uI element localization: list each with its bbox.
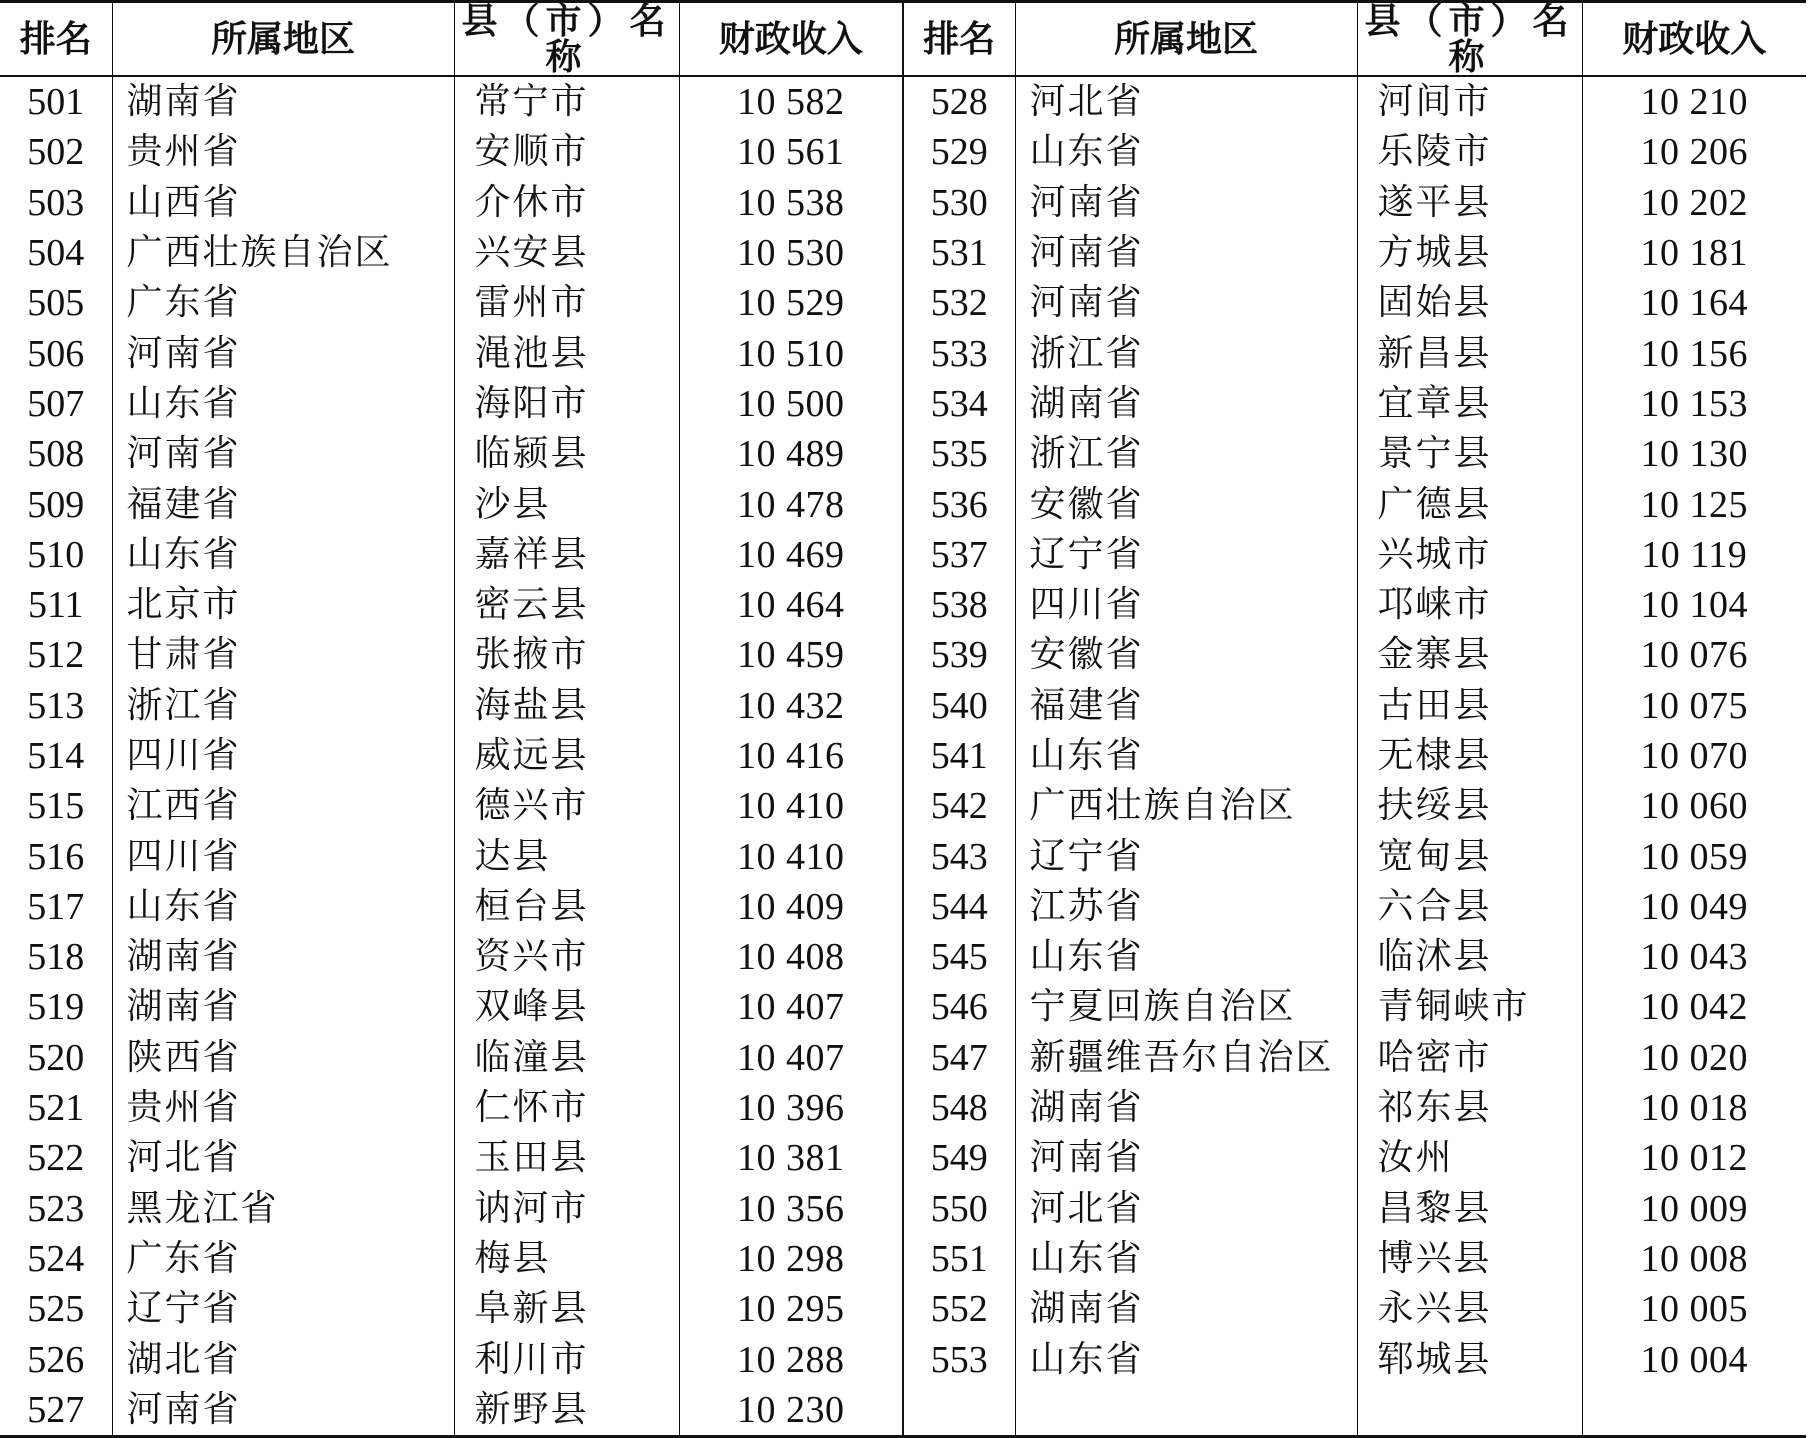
left-rank-cell: 514 [27, 735, 85, 777]
right-county-cell: 扶绥县 [1357, 781, 1582, 831]
left-county-cell: 桓台县 [454, 882, 679, 932]
right-region-cell: 湖南省 [1015, 1284, 1357, 1334]
right-revenue-cell: 10 206 [1582, 127, 1806, 177]
left-region-cell: 四川省 [112, 731, 454, 781]
left-revenue-cell: 10 510 [679, 328, 903, 378]
table-row [0, 328, 1806, 378]
left-rank-cell: 516 [27, 835, 85, 878]
left-rank-cell: 503 [27, 181, 85, 224]
right-revenue-cell: 10 153 [1582, 379, 1806, 429]
left-revenue-cell: 10 410 [679, 781, 903, 831]
left-region-cell: 河南省 [112, 1385, 454, 1437]
right-county-cell: 郓城县 [1357, 1334, 1582, 1384]
right-county-cell: 新昌县 [1357, 328, 1582, 378]
right-region-cell: 山东省 [1015, 731, 1357, 781]
left-county-cell: 海盐县 [454, 681, 679, 731]
table-row [0, 479, 1806, 529]
right-rank-cell: 542 [903, 781, 1015, 831]
right-rank-cell: 535 [903, 429, 1015, 479]
left-rank-cell: 511 [27, 584, 84, 627]
right-region-cell: 河南省 [1015, 1133, 1357, 1183]
left-rank-cell: 510 [27, 533, 85, 576]
table-row [0, 1385, 1806, 1437]
left-county-cell: 海阳市 [454, 379, 679, 429]
right-region-cell: 湖南省 [1015, 1083, 1357, 1133]
left-rank-cell: 523 [27, 1187, 85, 1230]
left-county-cell: 利川市 [454, 1334, 679, 1384]
right-revenue-cell: 10 009 [1582, 1184, 1806, 1234]
right-rank-cell: 533 [903, 328, 1015, 378]
left-rank-cell: 502 [27, 131, 85, 174]
left-region-cell: 湖南省 [112, 932, 454, 982]
left-revenue-cell: 10 298 [679, 1234, 903, 1284]
right-revenue-cell: 10 076 [1582, 630, 1806, 680]
right-revenue-cell: 10 119 [1582, 530, 1806, 580]
right-rank-cell: 530 [903, 178, 1015, 228]
right-revenue-cell: 10 043 [1582, 932, 1806, 982]
left-rank-cell: 520 [27, 1036, 85, 1079]
right-revenue-cell: 10 042 [1582, 982, 1806, 1032]
header-region-left: 所属地区 [112, 2, 454, 77]
left-county-cell: 常宁市 [454, 76, 679, 127]
right-region-cell: 山东省 [1015, 127, 1357, 177]
left-revenue-cell: 10 408 [679, 932, 903, 982]
left-region-cell: 山东省 [112, 882, 454, 932]
table-row [0, 580, 1806, 630]
left-county-cell: 安顺市 [454, 127, 679, 177]
right-region-cell: 福建省 [1015, 681, 1357, 731]
table-row [0, 178, 1806, 228]
left-revenue-cell: 10 409 [679, 882, 903, 932]
left-region-cell: 浙江省 [112, 681, 454, 731]
right-region-cell: 浙江省 [1015, 328, 1357, 378]
table-row [0, 530, 1806, 580]
right-rank-cell: 544 [903, 882, 1015, 932]
left-revenue-cell: 10 489 [679, 429, 903, 479]
left-revenue-cell: 10 295 [679, 1284, 903, 1334]
right-rank-cell: 543 [903, 831, 1015, 881]
left-county-cell: 临颍县 [454, 429, 679, 479]
left-county-cell: 讷河市 [454, 1184, 679, 1234]
right-revenue-cell: 10 181 [1582, 228, 1806, 278]
left-county-cell: 阜新县 [454, 1284, 679, 1334]
table-row [0, 831, 1806, 881]
table-row [0, 1083, 1806, 1133]
right-region-cell: 辽宁省 [1015, 530, 1357, 580]
left-region-cell: 河南省 [112, 429, 454, 479]
left-rank-cell: 513 [27, 684, 85, 727]
left-revenue-cell: 10 464 [679, 580, 903, 630]
left-revenue-cell: 10 478 [679, 479, 903, 529]
right-revenue-cell: 10 005 [1582, 1284, 1806, 1334]
left-region-cell: 河北省 [112, 1133, 454, 1183]
left-rank-cell: 527 [0, 1385, 112, 1437]
table-row [0, 781, 1806, 831]
table-row [0, 379, 1806, 429]
right-county-cell: 哈密市 [1357, 1033, 1582, 1083]
left-county-cell: 德兴市 [454, 781, 679, 831]
right-rank-cell: 552 [903, 1284, 1015, 1334]
left-county-cell: 梅县 [454, 1234, 679, 1284]
right-county-cell: 兴城市 [1357, 530, 1582, 580]
right-region-cell: 山东省 [1015, 1334, 1357, 1384]
right-county-cell: 乐陵市 [1357, 127, 1582, 177]
left-rank-cell: 512 [27, 634, 85, 677]
right-rank-cell: 547 [903, 1033, 1015, 1083]
left-revenue-cell: 10 381 [679, 1133, 903, 1183]
left-region-cell: 辽宁省 [112, 1284, 454, 1334]
left-revenue-cell: 10 288 [679, 1334, 903, 1384]
left-rank-cell: 508 [27, 433, 85, 476]
left-county-cell: 双峰县 [454, 982, 679, 1032]
header-rank-left: 排名 [0, 2, 112, 77]
left-rank-cell: 501 [27, 81, 85, 124]
left-rank-cell: 519 [27, 986, 85, 1029]
left-region-cell: 山东省 [112, 530, 454, 580]
right-revenue-cell: 10 070 [1582, 731, 1806, 781]
table-row [0, 1334, 1806, 1384]
table-row [0, 228, 1806, 278]
right-rank-cell: 548 [903, 1083, 1015, 1133]
header-county-right: 县（市）名称 [1357, 2, 1582, 77]
left-revenue-cell: 10 529 [679, 278, 903, 328]
left-region-cell: 山西省 [112, 178, 454, 228]
right-rank-cell: 545 [903, 932, 1015, 982]
left-region-cell: 河南省 [112, 328, 454, 378]
right-revenue-cell: 10 020 [1582, 1033, 1806, 1083]
left-revenue-cell: 10 410 [679, 831, 903, 881]
right-rank-cell: 531 [903, 228, 1015, 278]
table-row [0, 1284, 1806, 1334]
right-region-cell: 广西壮族自治区 [1015, 781, 1357, 831]
right-rank-cell: 550 [903, 1184, 1015, 1234]
table-row [0, 127, 1806, 177]
right-revenue-cell [1582, 1385, 1806, 1437]
right-revenue-cell: 10 060 [1582, 781, 1806, 831]
left-rank-cell: 515 [27, 785, 85, 828]
left-rank-cell: 505 [27, 282, 85, 325]
right-revenue-cell: 10 156 [1582, 328, 1806, 378]
right-revenue-cell: 10 164 [1582, 278, 1806, 328]
table-row [0, 731, 1806, 781]
left-revenue-cell: 10 469 [679, 530, 903, 580]
right-revenue-cell: 10 130 [1582, 429, 1806, 479]
right-county-cell: 金寨县 [1357, 630, 1582, 680]
right-county-cell: 邛崃市 [1357, 580, 1582, 630]
left-region-cell: 甘肃省 [112, 630, 454, 680]
right-rank-cell: 541 [903, 731, 1015, 781]
right-rank-cell: 536 [903, 479, 1015, 529]
right-region-cell: 河北省 [1015, 1184, 1357, 1234]
left-region-cell: 北京市 [112, 580, 454, 630]
left-county-cell: 资兴市 [454, 932, 679, 982]
left-region-cell: 陕西省 [112, 1033, 454, 1083]
header-revenue-right: 财政收入 [1582, 2, 1806, 77]
table-row [0, 1033, 1806, 1083]
table-body [0, 76, 1806, 1437]
right-county-cell: 永兴县 [1357, 1284, 1582, 1334]
left-county-cell: 渑池县 [454, 328, 679, 378]
left-revenue-cell: 10 561 [679, 127, 903, 177]
left-rank-cell: 521 [27, 1087, 85, 1130]
left-rank-cell: 524 [27, 1237, 85, 1280]
left-revenue-cell: 10 230 [679, 1385, 903, 1437]
left-revenue-cell: 10 416 [679, 731, 903, 781]
left-region-cell: 广东省 [112, 1234, 454, 1284]
right-revenue-cell: 10 018 [1582, 1083, 1806, 1133]
right-county-cell: 汝州 [1357, 1133, 1582, 1183]
right-revenue-cell: 10 049 [1582, 882, 1806, 932]
left-rank-cell: 517 [27, 885, 85, 928]
table-row [0, 982, 1806, 1032]
right-rank-cell: 540 [903, 681, 1015, 731]
right-county-cell: 古田县 [1357, 681, 1582, 731]
right-region-cell: 山东省 [1015, 1234, 1357, 1284]
right-region-cell: 辽宁省 [1015, 831, 1357, 881]
left-revenue-cell: 10 500 [679, 379, 903, 429]
left-county-cell: 沙县 [454, 479, 679, 529]
left-region-cell: 贵州省 [112, 127, 454, 177]
left-rank-cell: 504 [27, 232, 85, 275]
left-region-cell: 湖北省 [112, 1334, 454, 1384]
right-region-cell: 新疆维吾尔自治区 [1015, 1033, 1357, 1083]
left-region-cell: 湖南省 [112, 76, 454, 127]
right-county-cell: 广德县 [1357, 479, 1582, 529]
right-county-cell: 景宁县 [1357, 429, 1582, 479]
right-region-cell: 河北省 [1015, 76, 1357, 127]
right-revenue-cell: 10 004 [1582, 1334, 1806, 1384]
right-revenue-cell: 10 125 [1582, 479, 1806, 529]
left-revenue-cell: 10 538 [679, 178, 903, 228]
right-region-cell: 河南省 [1015, 278, 1357, 328]
right-region-cell [1015, 1385, 1357, 1437]
right-region-cell: 浙江省 [1015, 429, 1357, 479]
right-rank-cell: 528 [903, 76, 1015, 127]
right-revenue-cell: 10 059 [1582, 831, 1806, 881]
right-county-cell: 六合县 [1357, 882, 1582, 932]
left-revenue-cell: 10 407 [679, 1033, 903, 1083]
right-revenue-cell: 10 104 [1582, 580, 1806, 630]
table-row [0, 76, 1806, 127]
right-county-cell: 临沭县 [1357, 932, 1582, 982]
table-row [0, 1133, 1806, 1183]
right-region-cell: 安徽省 [1015, 630, 1357, 680]
right-revenue-cell: 10 012 [1582, 1133, 1806, 1183]
table-row [0, 882, 1806, 932]
right-revenue-cell: 10 008 [1582, 1234, 1806, 1284]
right-region-cell: 湖南省 [1015, 379, 1357, 429]
header-region-right: 所属地区 [1015, 2, 1357, 77]
left-region-cell: 山东省 [112, 379, 454, 429]
left-revenue-cell: 10 530 [679, 228, 903, 278]
left-region-cell: 贵州省 [112, 1083, 454, 1133]
right-county-cell: 博兴县 [1357, 1234, 1582, 1284]
table-row [0, 932, 1806, 982]
left-county-cell: 雷州市 [454, 278, 679, 328]
table-row [0, 681, 1806, 731]
right-county-cell [1357, 1385, 1582, 1437]
right-region-cell: 安徽省 [1015, 479, 1357, 529]
left-county-cell: 威远县 [454, 731, 679, 781]
right-rank-cell: 553 [903, 1334, 1015, 1384]
left-county-cell: 兴安县 [454, 228, 679, 278]
left-region-cell: 黑龙江省 [112, 1184, 454, 1234]
right-rank-cell [903, 1385, 1015, 1437]
left-revenue-cell: 10 459 [679, 630, 903, 680]
right-rank-cell: 532 [903, 278, 1015, 328]
left-county-cell: 达县 [454, 831, 679, 881]
right-county-cell: 青铜峡市 [1357, 982, 1582, 1032]
right-region-cell: 河南省 [1015, 178, 1357, 228]
left-region-cell: 四川省 [112, 831, 454, 881]
right-rank-cell: 539 [903, 630, 1015, 680]
right-rank-cell: 538 [903, 580, 1015, 630]
left-county-cell: 玉田县 [454, 1133, 679, 1183]
left-region-cell: 广西壮族自治区 [112, 228, 454, 278]
left-county-cell: 密云县 [454, 580, 679, 630]
right-revenue-cell: 10 075 [1582, 681, 1806, 731]
left-region-cell: 江西省 [112, 781, 454, 831]
header-rank-right: 排名 [903, 2, 1015, 77]
right-county-cell: 固始县 [1357, 278, 1582, 328]
left-rank-cell: 518 [27, 936, 85, 979]
left-county-cell: 张掖市 [454, 630, 679, 680]
right-county-cell: 宽甸县 [1357, 831, 1582, 881]
right-region-cell: 四川省 [1015, 580, 1357, 630]
left-rank-cell: 509 [27, 483, 85, 526]
header-row [0, 2, 1806, 77]
right-county-cell: 无棣县 [1357, 731, 1582, 781]
right-region-cell: 河南省 [1015, 228, 1357, 278]
header-county-left: 县（市）名称 [454, 2, 679, 77]
left-region-cell: 广东省 [112, 278, 454, 328]
right-county-cell: 昌黎县 [1357, 1184, 1582, 1234]
left-revenue-cell: 10 582 [679, 76, 903, 127]
right-county-cell: 方城县 [1357, 228, 1582, 278]
right-rank-cell: 537 [903, 530, 1015, 580]
right-rank-cell: 551 [903, 1234, 1015, 1284]
right-county-cell: 祁东县 [1357, 1083, 1582, 1133]
table-row [0, 1184, 1806, 1234]
left-county-cell: 新野县 [454, 1385, 679, 1437]
left-rank-cell: 507 [27, 382, 85, 425]
table-row [0, 429, 1806, 479]
right-rank-cell: 534 [903, 379, 1015, 429]
table-row [0, 1234, 1806, 1284]
left-rank-cell: 506 [27, 332, 85, 375]
right-region-cell: 宁夏回族自治区 [1015, 982, 1357, 1032]
right-county-cell: 河间市 [1357, 76, 1582, 127]
right-rank-cell: 549 [903, 1133, 1015, 1183]
left-county-cell: 介休市 [454, 178, 679, 228]
table-row [0, 278, 1806, 328]
right-region-cell: 江苏省 [1015, 882, 1357, 932]
left-region-cell: 湖南省 [112, 982, 454, 1032]
header-revenue-left: 财政收入 [679, 2, 903, 77]
left-revenue-cell: 10 356 [679, 1184, 903, 1234]
table-row [0, 630, 1806, 680]
left-rank-cell: 522 [27, 1137, 85, 1180]
left-rank-cell: 525 [27, 1288, 85, 1331]
right-rank-cell: 529 [903, 127, 1015, 177]
left-region-cell: 福建省 [112, 479, 454, 529]
left-revenue-cell: 10 396 [679, 1083, 903, 1133]
left-revenue-cell: 10 432 [679, 681, 903, 731]
left-rank-cell: 526 [27, 1338, 85, 1381]
right-county-cell: 遂平县 [1357, 178, 1582, 228]
right-region-cell: 山东省 [1015, 932, 1357, 982]
left-county-cell: 嘉祥县 [454, 530, 679, 580]
right-county-cell: 宜章县 [1357, 379, 1582, 429]
right-rank-cell: 546 [903, 982, 1015, 1032]
left-county-cell: 临潼县 [454, 1033, 679, 1083]
right-revenue-cell: 10 210 [1582, 76, 1806, 127]
left-revenue-cell: 10 407 [679, 982, 903, 1032]
right-revenue-cell: 10 202 [1582, 178, 1806, 228]
left-county-cell: 仁怀市 [454, 1083, 679, 1133]
